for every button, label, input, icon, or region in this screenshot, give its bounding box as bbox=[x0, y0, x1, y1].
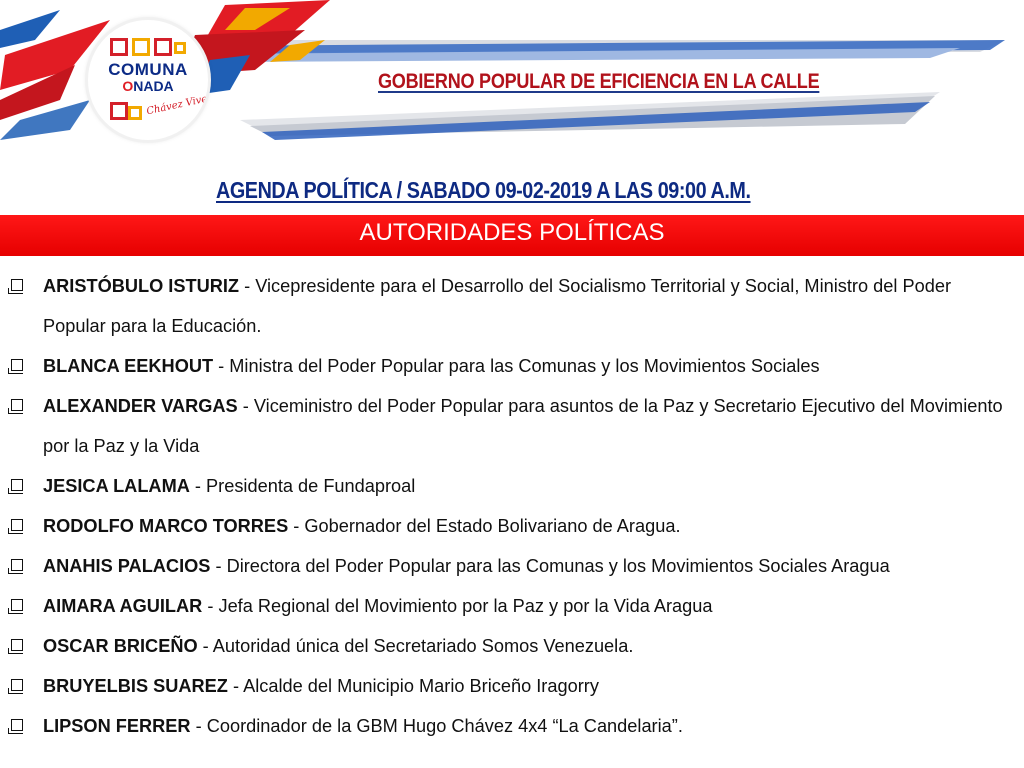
list-item bbox=[0, 666, 1024, 706]
section-title: AUTORIDADES POLÍTICAS bbox=[359, 219, 665, 246]
separator: - bbox=[288, 516, 305, 536]
separator: - bbox=[227, 676, 244, 696]
list-item bbox=[0, 346, 1024, 386]
separator: - bbox=[239, 276, 256, 296]
checkbox-bullet-icon bbox=[11, 519, 23, 531]
authority-name: LIPSON FERRER bbox=[43, 716, 191, 736]
checkbox-bullet-icon bbox=[11, 679, 23, 691]
list-item bbox=[0, 546, 1024, 586]
authority-name: BLANCA EEKHOUT bbox=[43, 356, 214, 376]
list-item bbox=[0, 266, 1024, 346]
authority-name: JESICA LALAMA bbox=[43, 476, 190, 496]
logo-text-comuna: COMUNA bbox=[108, 60, 188, 79]
authority-name: RODOLFO MARCO TORRES bbox=[43, 516, 289, 536]
separator: - bbox=[189, 476, 207, 496]
list-item bbox=[0, 466, 1024, 506]
checkbox-bullet-icon bbox=[11, 719, 23, 731]
checkbox-bullet-icon bbox=[11, 279, 23, 291]
authority-name: OSCAR BRICEÑO bbox=[43, 636, 198, 656]
list-item bbox=[0, 506, 1024, 546]
separator: - bbox=[210, 556, 227, 576]
authority-name: BRUYELBIS SUAREZ bbox=[43, 676, 228, 696]
authority-role: Jefa Regional del Movimiento por la Paz y por la Vida Aragua bbox=[218, 596, 713, 616]
agenda-title: AGENDA POLÍTICA / SABADO 09-02-2019 A LAS 09:00 A.M. bbox=[216, 177, 751, 203]
logo-text-o: O bbox=[122, 78, 134, 94]
list-item bbox=[0, 706, 1024, 746]
checkbox-bullet-icon bbox=[11, 479, 23, 491]
authority-role: Gobernador del Estado Bolivariano de Aragua. bbox=[304, 516, 681, 536]
authority-name: AIMARA AGUILAR bbox=[43, 596, 203, 616]
checkbox-bullet-icon bbox=[11, 559, 23, 571]
qr-mark-icon bbox=[110, 102, 128, 120]
authorities-list bbox=[0, 266, 1024, 746]
list-item bbox=[0, 586, 1024, 626]
separator: - bbox=[237, 396, 254, 416]
qr-mark-icon bbox=[128, 106, 142, 120]
comuna-o-nada-logo bbox=[88, 20, 208, 140]
authority-name: ALEXANDER VARGAS bbox=[43, 396, 238, 416]
checkbox-bullet-icon bbox=[11, 399, 23, 411]
authority-role: Presidenta de Fundaproal bbox=[206, 476, 416, 496]
authority-role: Directora del Poder Popular para las Comunas y los Movimientos Sociales Aragua bbox=[226, 556, 890, 576]
qr-mark-icon bbox=[154, 38, 172, 56]
authority-role: Ministra del Poder Popular para las Comunas y los Movimientos Sociales bbox=[229, 356, 820, 376]
separator: - bbox=[197, 636, 213, 656]
checkbox-bullet-icon bbox=[11, 359, 23, 371]
authority-role: Autoridad única del Secretariado Somos Venezuela. bbox=[212, 636, 634, 656]
qr-mark-icon bbox=[174, 42, 186, 54]
page-title: GOBIERNO POPULAR DE EFICIENCIA EN LA CALLE bbox=[378, 70, 820, 93]
separator: - bbox=[213, 356, 230, 376]
logo-text-nada: NADA bbox=[133, 78, 174, 94]
authority-name: ANAHIS PALACIOS bbox=[43, 556, 211, 576]
authority-role: Coordinador de la GBM Hugo Chávez 4x4 “La Candelaria”. bbox=[206, 716, 683, 736]
qr-mark-icon bbox=[110, 38, 128, 56]
authority-role: Viceministro del Poder Popular para asuntos de la Paz y Secretario Ejecutivo del Movimiento por la Paz y la Vida bbox=[43, 396, 1003, 456]
separator: - bbox=[202, 596, 219, 616]
authority-name: ARISTÓBULO ISTURIZ bbox=[43, 276, 240, 296]
logo-signature: Chávez Vive bbox=[145, 93, 208, 118]
checkbox-bullet-icon bbox=[11, 639, 23, 651]
authority-role: Vicepresidente para el Desarrollo del Socialismo Territorial y Social, Ministro del Poder Popular para la Educación. bbox=[43, 276, 952, 336]
authority-role: Alcalde del Municipio Mario Briceño Iragorry bbox=[243, 676, 599, 696]
list-item bbox=[0, 626, 1024, 666]
separator: - bbox=[190, 716, 207, 736]
qr-mark-icon bbox=[132, 38, 150, 56]
list-item bbox=[0, 386, 1024, 466]
logo-text-o-nada bbox=[100, 78, 196, 94]
checkbox-bullet-icon bbox=[11, 599, 23, 611]
